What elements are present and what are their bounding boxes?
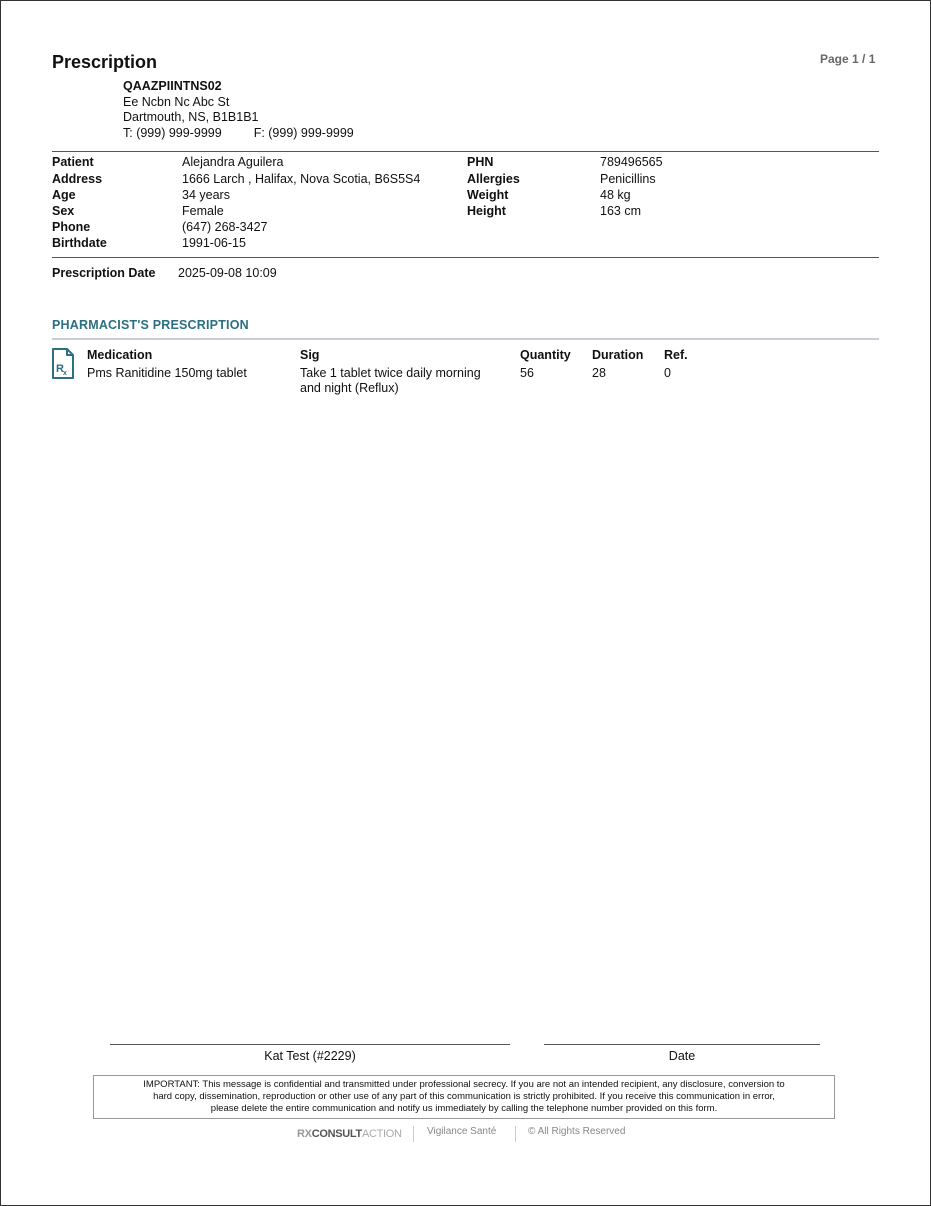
patient-allergies: Penicillins xyxy=(600,172,656,186)
patient-weight: 48 kg xyxy=(600,188,631,202)
patient-birthdate: 1991-06-15 xyxy=(182,236,246,250)
divider-patient xyxy=(52,257,879,258)
col-header-medication: Medication xyxy=(87,348,153,362)
col-header-sig: Sig xyxy=(300,348,320,362)
signature-line-date xyxy=(544,1044,820,1045)
patient-sex: Female xyxy=(182,204,224,218)
pharmacy-phone: T: (999) 999-9999 xyxy=(123,125,222,140)
rx-document-icon xyxy=(51,348,75,380)
svg-text:x: x xyxy=(63,370,67,377)
patient-label: Patient xyxy=(52,155,94,169)
phone-label: Phone xyxy=(52,220,91,234)
patient-phn: 789496565 xyxy=(600,155,663,169)
col-header-quantity: Quantity xyxy=(520,348,571,362)
pharmacy-block xyxy=(123,79,354,141)
footer xyxy=(0,1126,931,1142)
footer-separator xyxy=(515,1126,516,1142)
prescriber-name: Kat Test (#2229) xyxy=(264,1049,356,1063)
section-divider xyxy=(52,338,879,340)
medication-refills: 0 xyxy=(664,366,671,380)
address-label: Address xyxy=(52,172,103,186)
patient-phone: (647) 268-3427 xyxy=(182,220,268,234)
col-header-refills: Ref. xyxy=(664,348,688,362)
svg-text:R: R xyxy=(56,363,64,375)
patient-address: 1666 Larch , Halifax, Nova Scotia, B6S5S4 xyxy=(182,172,421,186)
medication-name: Pms Ranitidine 150mg tablet xyxy=(87,366,247,380)
footer-vigilance: Vigilance Santé xyxy=(427,1126,497,1137)
medication-sig xyxy=(300,366,481,396)
medication-quantity: 56 xyxy=(520,366,534,380)
signature-date-label: Date xyxy=(668,1049,696,1063)
weight-label: Weight xyxy=(467,188,509,202)
divider-top xyxy=(52,151,879,152)
prescription-date-value: 2025-09-08 10:09 xyxy=(178,266,277,280)
footer-rights: © All Rights Reserved xyxy=(528,1126,626,1137)
patient-height: 163 cm xyxy=(600,204,641,218)
rxconsultaction-logo: RXCONSULTACTION xyxy=(297,1128,402,1140)
sig-line-1: Take 1 tablet twice daily morning xyxy=(300,366,481,380)
age-label: Age xyxy=(52,188,76,202)
pharmacy-address-line1: Ee Ncbn Nc Abc St xyxy=(123,94,230,109)
patient-name: Alejandra Aguilera xyxy=(182,155,284,169)
section-title: PHARMACIST'S PRESCRIPTION xyxy=(52,318,249,332)
patient-age: 34 years xyxy=(182,188,230,202)
pharmacy-name: QAAZPIINTNS02 xyxy=(123,79,222,93)
sex-label: Sex xyxy=(52,204,75,218)
signature-line-prescriber xyxy=(110,1044,510,1045)
page-number: Page 1 / 1 xyxy=(820,52,876,66)
col-header-duration: Duration xyxy=(592,348,644,362)
medication-duration: 28 xyxy=(592,366,606,380)
phn-label: PHN xyxy=(467,155,494,169)
pharmacy-contact xyxy=(123,126,354,142)
birthdate-label: Birthdate xyxy=(52,236,107,250)
confidentiality-notice xyxy=(93,1075,835,1119)
allergies-label: Allergies xyxy=(467,172,520,186)
notice-line-2: hard copy, dissemination, reproduction or other use of any part of this communication is strictly prohibited. If you receive this communication in error, xyxy=(153,1091,775,1102)
notice-line-3: please delete the entire communication and notify us immediately by calling the telephone number provided on this form. xyxy=(210,1103,718,1114)
notice-line-1: IMPORTANT: This message is confidential and transmitted under professional secrecy. If you are not an intended recipient, any disclosure, conversion to xyxy=(143,1079,785,1090)
footer-separator xyxy=(413,1126,414,1142)
height-label: Height xyxy=(467,204,506,218)
pharmacy-fax: F: (999) 999-9999 xyxy=(253,125,354,140)
document-title: Prescription xyxy=(52,52,158,72)
prescription-date-label: Prescription Date xyxy=(52,266,156,280)
sig-line-2: and night (Reflux) xyxy=(300,381,399,395)
pharmacy-address-line2: Dartmouth, NS, B1B1B1 xyxy=(123,110,259,124)
